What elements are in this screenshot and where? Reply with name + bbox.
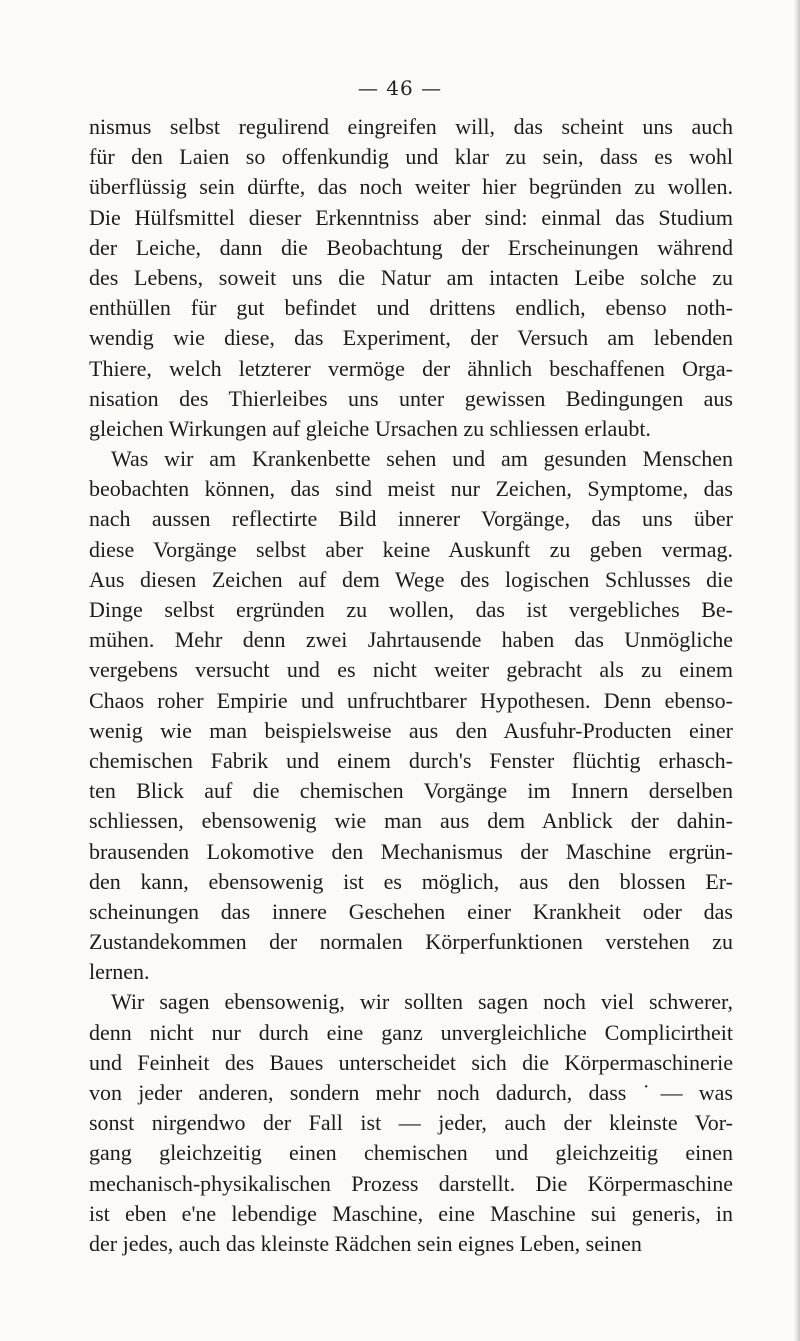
text-line: diese Vorgänge selbst aber keine Auskunft zu geben vermag.: [89, 536, 733, 562]
text-line: Dinge selbst ergründen zu wollen, das ist vergebliches Be-: [89, 597, 733, 622]
text-line: schliessen, ebensowenig wie man aus dem Anblick der dahin-: [89, 808, 733, 834]
text-line: wendig wie diese, das Experiment, der Versuch am lebenden: [89, 325, 733, 351]
text-line: der Leiche, dann die Beobachtung der Erscheinungen während: [89, 234, 733, 260]
text-line: mühen. Mehr denn zwei Jahrtausende haben das Unmögliche: [89, 627, 733, 653]
text-line: der jedes, auch das kleinste Rädchen sein eignes Leben, seinen: [89, 1230, 642, 1256]
text-line: sonst nirgendwo der Fall ist — jeder, auch der kleinste Vor-: [89, 1110, 733, 1136]
text-line: ist eben e'ne lebendige Maschine, eine Maschine sui generis, in: [89, 1200, 733, 1226]
text-line: chemischen Fabrik und einem durch's Fenster flüchtig erhasch-: [89, 747, 733, 773]
page-number: — 46 —: [357, 76, 443, 100]
text-line: nach aussen reflectirte Bild innerer Vorgänge, das uns über: [89, 506, 733, 532]
text-line: überflüssig sein dürfte, das noch weiter hier begründen zu wollen.: [89, 174, 733, 200]
text-line: Die Hülfsmittel dieser Erkenntniss aber sind: einmal das Studium: [89, 204, 733, 230]
text-line: nismus selbst regulirend eingreifen will, das scheint uns auch: [89, 114, 733, 139]
text-line: Zustandekommen der normalen Körperfunktionen verstehen zu: [89, 929, 733, 955]
text-line: und Feinheit des Baues unterscheidet sich die Körpermaschinerie: [89, 1049, 733, 1075]
text-line: nisation des Thierleibes uns unter gewissen Bedingungen aus: [89, 385, 733, 411]
text-line: ten Blick auf die chemischen Vorgänge im Innern derselben: [89, 778, 733, 804]
text-line: gang gleichzeitig einen chemischen und gleichzeitig einen: [89, 1140, 733, 1166]
text-line: Wir sagen ebensowenig, wir sollten sagen noch viel schwerer,: [111, 989, 733, 1015]
text-line: beobachten können, das sind meist nur Zeichen, Symptome, das: [89, 476, 733, 502]
text-line: lernen.: [89, 959, 150, 985]
text-line: Chaos roher Empirie und unfruchtbarer Hypothesen. Denn ebenso-: [89, 687, 733, 713]
text-line: des Lebens, soweit uns die Natur am intacten Leibe solche zu: [89, 264, 733, 290]
text-line: wenig wie man beispielsweise aus den Ausfuhr-Producten einer: [89, 717, 733, 743]
text-line: enthüllen für gut befindet und drittens endlich, ebenso noth-: [89, 295, 733, 321]
body-text: [89, 112, 733, 1259]
text-line: Aus diesen Zeichen auf dem Wege des logischen Schlusses die: [89, 566, 733, 592]
text-line: gleichen Wirkungen auf gleiche Ursachen zu schliessen erlaubt.: [89, 415, 651, 441]
text-line: brausenden Lokomotive den Mechanismus der Maschine ergrün-: [89, 838, 733, 864]
text-line: mechanisch-physikalischen Prozess darstellt. Die Körpermaschine: [89, 1170, 733, 1196]
text-line: Thiere, welch letzterer vermöge der ähnlich beschaffenen Orga-: [89, 355, 733, 381]
text-line: vergebens versucht und es nicht weiter gebracht als zu einem: [89, 657, 733, 683]
text-line: denn nicht nur durch eine ganz unvergleichliche Complicirtheit: [89, 1019, 733, 1045]
page-edge-shadow: [794, 0, 800, 1341]
text-line: für den Laien so offenkundig und klar zu sein, dass es wohl: [89, 144, 733, 170]
text-line: den kann, ebensowenig ist es möglich, aus den blossen Er-: [89, 868, 733, 894]
text-line: scheinungen das innere Geschehen einer Krankheit oder das: [89, 898, 733, 924]
text-line: von jeder anderen, sondern mehr noch dadurch, dass ˙— was: [89, 1080, 733, 1105]
text-line: Was wir am Krankenbette sehen und am gesunden Menschen: [111, 446, 733, 472]
